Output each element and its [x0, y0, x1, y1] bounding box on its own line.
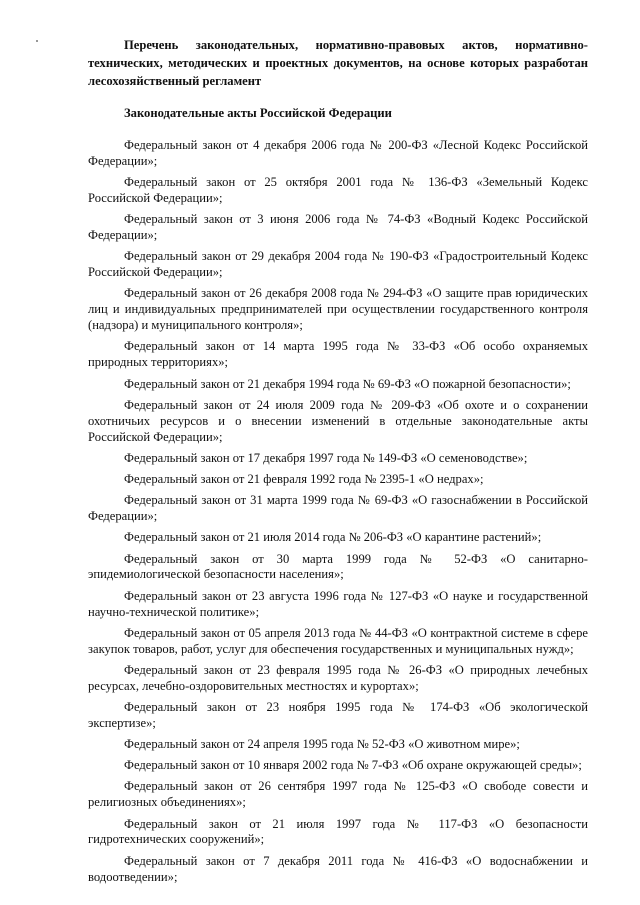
- law-entry: Федеральный закон от 14 марта 1995 года № 33-ФЗ «Об особо охраняемых природных территориях»;: [88, 339, 588, 370]
- law-list: [88, 138, 588, 885]
- law-entry: Федеральный закон от 23 февраля 1995 года № 26-ФЗ «О природных лечебных ресурсах, лечебно-оздоровительных местностях и курортах»;: [88, 662, 588, 693]
- law-entry: Федеральный закон от 3 июня 2006 года № 74-ФЗ «Водный Кодекс Российской Федерации»;: [88, 212, 588, 243]
- law-entry: Федеральный закон от 24 июля 2009 года № 209-ФЗ «Об охоте и о сохранении охотничьих ресурсов и о внесении изменений в отдельные законодательные акты Российской Федерации»;: [88, 397, 588, 444]
- law-entry: Федеральный закон от 05 апреля 2013 года № 44-ФЗ «О контрактной системе в сфере закупок товаров, работ, услуг для обеспечения государственных и муниципальных нужд»;: [88, 625, 588, 656]
- law-entry: Федеральный закон от 7 декабря 2011 года № 416-ФЗ «О водоснабжении и водоотведении»;: [88, 853, 588, 884]
- law-entry: Федеральный закон от 29 декабря 2004 года № 190-ФЗ «Градостроительный Кодекс Российской Федерации»;: [88, 249, 588, 280]
- document-title: Перечень законодательных, нормативно-правовых актов, нормативно-технических, методических и проектных документов, на основе которых разработан лесохозяйственный регламент: [88, 38, 588, 88]
- law-entry: Федеральный закон от 21 июля 2014 года № 206-ФЗ «О карантине растений»;: [124, 530, 542, 545]
- law-entry: Федеральный закон от 21 июля 1997 года № 117-ФЗ «О безопасности гидротехнических сооружений»;: [88, 816, 588, 847]
- law-entry: Федеральный закон от 21 февраля 1992 года № 2395-1 «О недрах»;: [124, 471, 484, 486]
- law-entry: Федеральный закон от 26 сентября 1997 года № 125-ФЗ «О свободе совести и религиозных объединениях»;: [88, 779, 588, 810]
- law-entry: Федеральный закон от 26 декабря 2008 года № 294-ФЗ «О защите прав юридических лиц и индивидуальных предпринимателей при осуществлении государственного контроля (надзора) и муниципального контроля»;: [88, 286, 588, 333]
- law-entry: Федеральный закон от 25 октября 2001 года № 136-ФЗ «Земельный Кодекс Российской Федерации»;: [88, 175, 588, 206]
- law-entry: Федеральный закон от 31 марта 1999 года № 69-ФЗ «О газоснабжении в Российской Федерации»;: [88, 493, 588, 524]
- law-entry: Федеральный закон от 10 января 2002 года № 7-ФЗ «Об охране окружающей среды»;: [124, 758, 582, 773]
- law-entry: Федеральный закон от 24 апреля 1995 года № 52-ФЗ «О животном мире»;: [124, 737, 520, 752]
- law-entry: Федеральный закон от 30 марта 1999 года № 52-ФЗ «О санитарно-эпидемиологической безопасности населения»;: [88, 551, 588, 582]
- document-body: [88, 36, 588, 891]
- law-entry: Федеральный закон от 23 ноября 1995 года № 174-ФЗ «Об экологической экспертизе»;: [88, 699, 588, 730]
- law-entry: Федеральный закон от 21 декабря 1994 года № 69-ФЗ «О пожарной безопасности»;: [124, 376, 571, 391]
- section-heading: Законодательные акты Российской Федерации: [124, 106, 392, 120]
- law-entry: Федеральный закон от 23 августа 1996 года № 127-ФЗ «О науке и государственной научно-технической политике»;: [88, 588, 588, 619]
- law-entry: Федеральный закон от 17 декабря 1997 года № 149-ФЗ «О семеноводстве»;: [124, 450, 528, 465]
- scan-speck: [36, 40, 38, 42]
- law-entry: Федеральный закон от 4 декабря 2006 года № 200-ФЗ «Лесной Кодекс Российской Федерации»;: [88, 138, 588, 168]
